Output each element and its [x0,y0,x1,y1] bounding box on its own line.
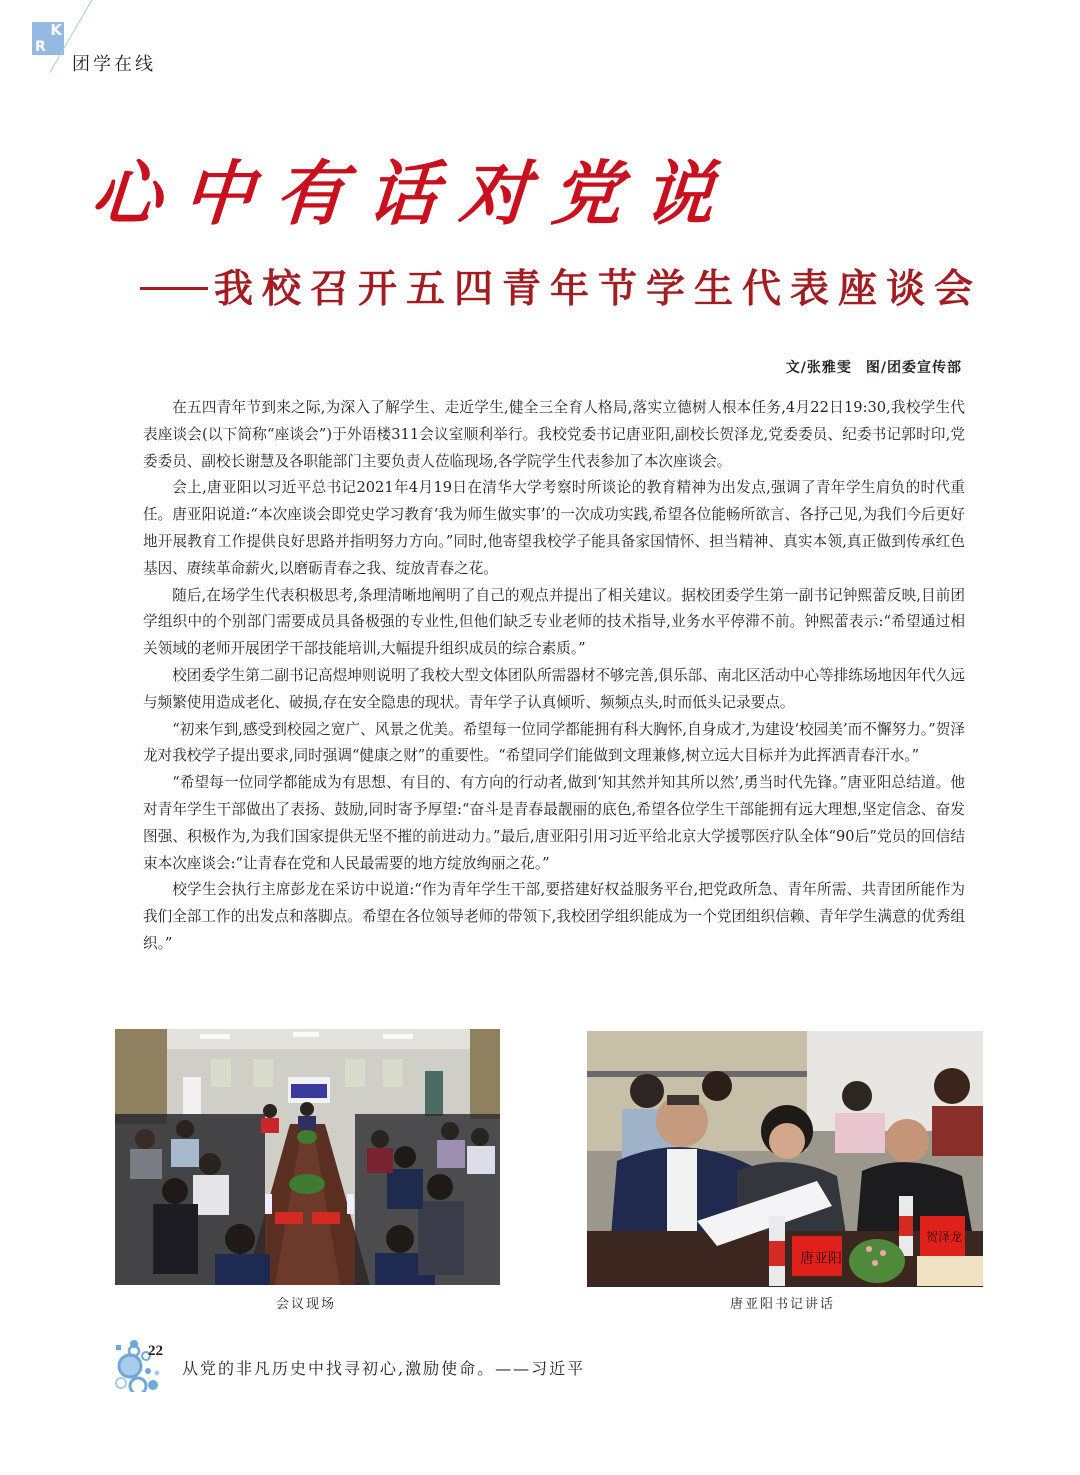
logo-letter-k: K [50,21,62,39]
paragraph: “希望每一位同学都能成为有思想、有目的、有方向的行动者,做到‘知其然并知其所以然’,勇当时代先锋。”唐亚阳总结道。他对青年学生干部做出了表扬、鼓励,同时寄予厚望:“奋斗是青春最靓丽的底色,希望各位学生干部能拥有远大理想,坚定信念、奋发图强、积极作为,为我们国家提供无坚不摧的前进动力。”最后,唐亚阳引用习近平给北京大学援鄂医疗队全体“90后”党员的回信结束本次座谈会:“让青春在党和人民最需要的地方绽放绚丽之花。” [143,774,965,872]
subtitle-dash [140,287,208,290]
paragraph: 校学生会执行主席彭龙在采访中说道:“作为青年学生干部,要搭建好权益服务平台,把党政所急、青年所需、共青团所能作为我们全部工作的出发点和落脚点。希望在各位领导老师的带领下,我校团学组织能成为一个党团组织信赖、青年学生满意的优秀组织。” [143,881,965,952]
photo-meeting-scene [115,1029,500,1285]
section-title: 团学在线 [72,54,156,75]
article-subtitle-row [140,258,982,314]
paragraph: 随后,在场学生代表积极思考,条理清晰地阐明了自己的观点并提出了相关建议。据校团委学生第一副书记钟熙蕾反映,目前团学组织中的个别部门需要成员具备极强的专业性,但他们缺乏专业老师的技术指导,业务水平停滞不前。钟熙蕾表示:“希望通过相关领域的老师开展团学干部技能培训,大幅提升组织成员的综合素质。” [143,586,965,658]
photo-secretary-speaking [587,1031,983,1287]
photo-credit: 图/团委宣传部 [865,360,962,376]
photo-caption-secretary-speaking: 唐亚阳书记讲话 [730,1297,836,1312]
logo-letter-r: R [35,39,46,55]
article-title: 心中有话对党说 [88,152,739,235]
svg-text:唐亚阳: 唐亚阳 [800,1251,842,1267]
footer-quote: 从党的非凡历史中找寻初心,激励使命。——习近平 [182,1359,586,1378]
article-body [143,395,965,958]
byline [786,357,962,377]
paragraph: 在五四青年节到来之际,为深入了解学生、走近学生,健全三全育人格局,落实立德树人根本任务,4月22日19:30,我校学生代表座谈会(以下简称“座谈会”)于外语楼311会议室顺利举行。我校党委书记唐亚阳,副校长贺泽龙,党委委员、纪委书记郭时印,党委委员、副校长谢慧及各职能部门主要负责人莅临现场,各学院学生代表参加了本次座谈会。 [143,399,965,470]
author-credit: 文/张雅雯 [785,360,852,376]
page-number: 22 [148,1343,163,1359]
paragraph: “初来乍到,感受到校园之宽广、风景之优美。希望每一位同学都能拥有科大胸怀,自身成才,为建设‘校园美’而不懈努力。”贺泽龙对我校学子提出要求,同时强调“健康之财”的重要性。“希望同学们能做到文理兼修,树立远大目标并为此挥洒青春汗水。” [143,720,965,765]
paragraph: 校团委学生第二副书记高煜坤则说明了我校大型文体团队所需器材不够完善,俱乐部、南北区活动中心等排练场地因年代久远与频繁使用造成老化、破损,存在安全隐患的现状。青年学子认真倾听、频频点头,时而低头记录要点。 [143,666,965,711]
magazine-logo [32,22,64,55]
article-subtitle: 我校召开五四青年节学生代表座谈会 [214,266,983,312]
paragraph: 会上,唐亚阳以习近平总书记2021年4月19日在清华大学考察时所谈论的教育精神为出发点,强调了青年学生肩负的时代重任。唐亚阳说道:“本次座谈会即党史学习教育‘我为师生做实事’的一次成功实践,希望各位能畅所欲言、各抒己见,为我们今后更好地开展教育工作提供良好思路并指明努力方向。”同时,他寄望我校学子能具备家国情怀、担当精神、真实本领,真正做到传承红色基因、赓续革命薪火,以磨砺青春之我、绽放青春之花。 [143,479,965,577]
svg-text:贺泽龙: 贺泽龙 [926,1230,963,1244]
photo-caption-meeting-scene: 会议现场 [276,1297,337,1312]
